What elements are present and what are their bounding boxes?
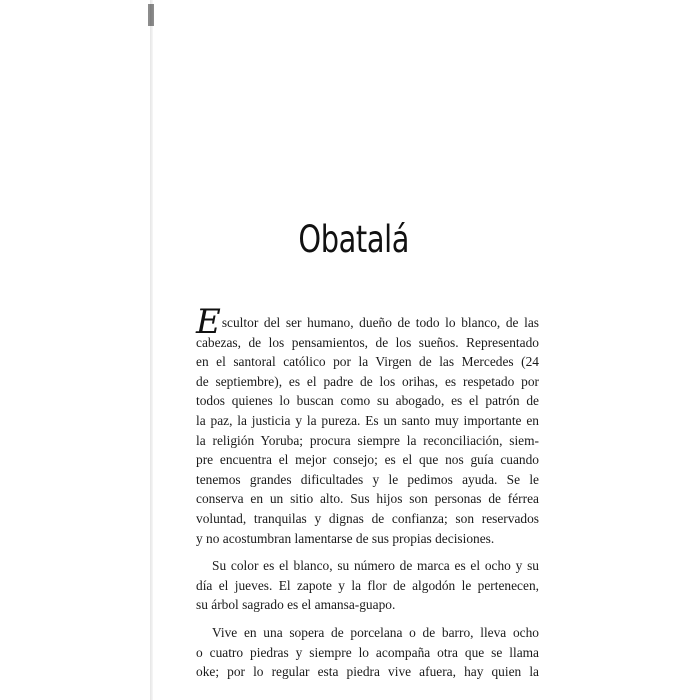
text-line: y no acostumbran lamentarse de sus propias decisiones.	[196, 530, 495, 546]
text-line: la paz, la justicia y la pureza. Es un santo muy importante en	[196, 412, 539, 428]
text-line: la religión Yoruba; procura siempre la reconciliación, siem-	[196, 432, 539, 448]
text-line: de septiembre), es el padre de los orihas, es respetado por	[196, 373, 539, 389]
text-line: su árbol sagrado es el amansa-guapo.	[196, 597, 396, 613]
text-line: tenemos grandes dificultades y le pedimos ayuda. Se le	[196, 471, 539, 487]
paragraph-3	[196, 623, 539, 682]
text-line: Su color es el blanco, su número de marca es el ocho y su	[212, 558, 539, 574]
paragraph-2	[196, 556, 539, 615]
text-line: todos quienes lo buscan como su abogado, es el patrón de	[196, 393, 539, 409]
text-line: Escultor del ser humano, dueño de todo lo blanco, de las	[196, 302, 539, 342]
text-line: día el jueves. El zapote y la flor de algodón le pertenecen,	[196, 577, 539, 593]
text-line: conserva en un sitio alto. Sus hijos son personas de férrea	[196, 491, 539, 507]
text-line: oke; por lo regular esta piedra vive afuera, hay quien la	[196, 664, 539, 680]
paragraph-1	[196, 302, 539, 548]
body-text	[196, 302, 539, 682]
text-line: cabezas, de los pensamientos, de los sueños. Representado	[196, 334, 539, 350]
chapter-title: Obatalá	[298, 218, 410, 261]
text-line: voluntad, tranquilas y dignas de confianza; son reservados	[196, 510, 539, 526]
page-gutter-shadow	[150, 0, 153, 700]
text-line: Vive en una sopera de porcelana o de barro, lleva ocho	[212, 624, 539, 640]
text-line: en el santoral católico por la Virgen de las Mercedes (24	[196, 354, 539, 370]
text-line: pre encuentra el mejor consejo; es el que nos guía cuando	[196, 452, 539, 468]
text-line: o cuatro piedras y siempre lo acompaña otra que se llama	[196, 644, 539, 660]
drop-cap: E	[196, 302, 221, 342]
scan-artifact	[148, 4, 154, 26]
